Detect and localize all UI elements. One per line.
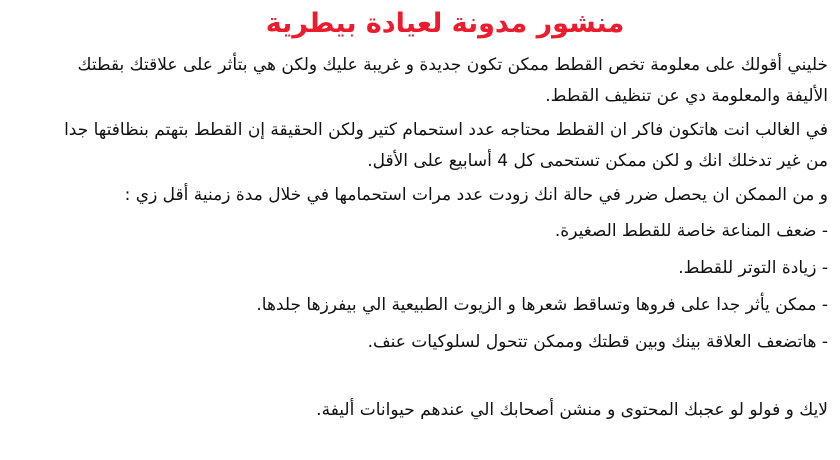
risks-list bbox=[62, 216, 828, 358]
call-to-action-paragraph: لايك و فولو لو عجبك المحتوى و منشن أصحابك الي عندهم حيوانات أليفة. bbox=[316, 400, 828, 420]
intro-paragraph: خليني أقولك على معلومة تخص القطط ممكن تكون جديدة و غريبة عليك ولكن هي بتأثر على علاقتك بقطتك الأليفة والمعلومة دي عن تنظيف القطط. bbox=[77, 55, 828, 106]
page-title: منشور مدونة لعيادة بيطرية bbox=[265, 8, 625, 39]
list-item: - زيادة التوتر للقطط. bbox=[678, 258, 828, 278]
list-item: - ممكن يأثر جدا على فروها وتساقط شعرها و الزيوت الطبيعية الي بيفرزها جلدها. bbox=[256, 295, 828, 315]
bathing-myth-paragraph: في الغالب انت هاتكون فاكر ان القطط محتاجه عدد استحمام كتير ولكن الحقيقة إن القطط بتهتم بنظافتها جدا من غير تدخلك انك و لكن ممكن تستحمى كل 4 أسابيع على الأقل. bbox=[64, 120, 828, 171]
list-item: - ضعف المناعة خاصة للقطط الصغيرة. bbox=[554, 221, 828, 241]
risks-intro-paragraph: و من الممكن ان يحصل ضرر في حالة انك زودت عدد مرات استحمامها في خلال مدة زمنية أقل زي : bbox=[124, 185, 828, 205]
list-item: - هاتضعف العلاقة بينك وبين قطتك وممكن تتحول لسلوكيات عنف. bbox=[367, 332, 828, 352]
